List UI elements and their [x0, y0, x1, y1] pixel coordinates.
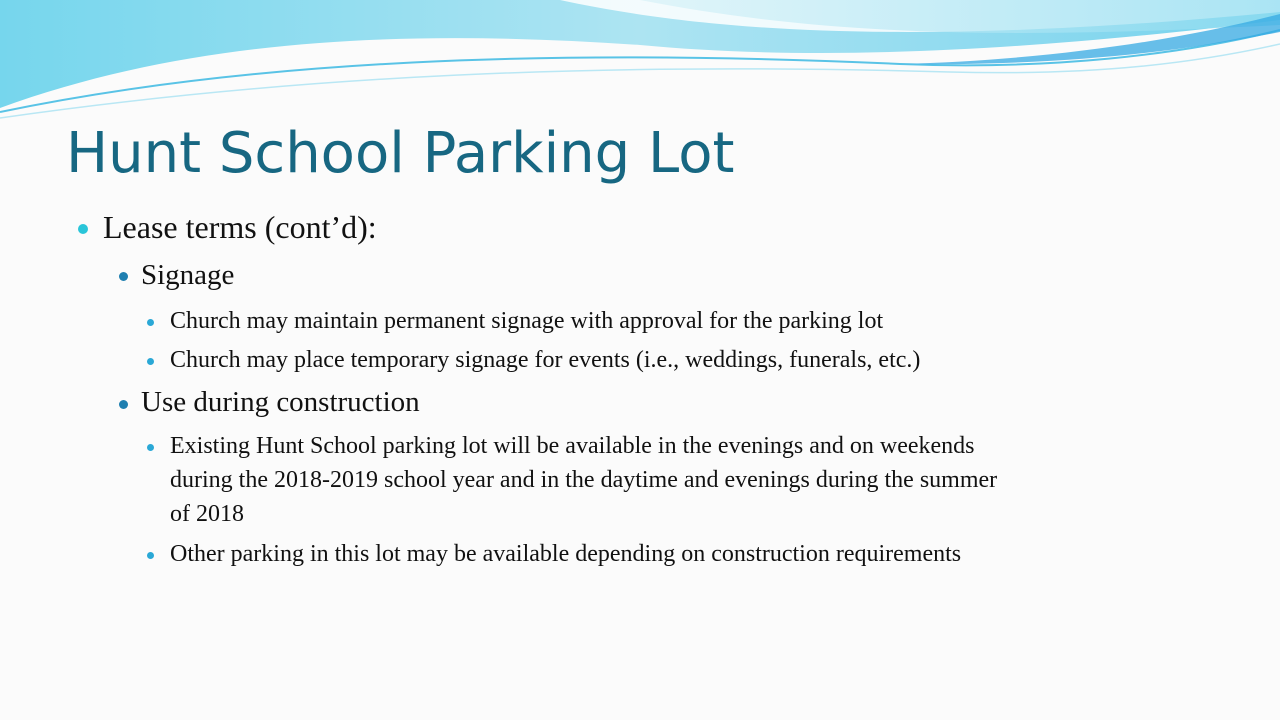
bullet-text: Lease terms (cont’d):: [103, 209, 377, 245]
bullet-text: Church may place temporary signage for events (i.e., weddings, funerals, etc.): [170, 347, 921, 373]
bullet-text: Church may maintain permanent signage with approval for the parking lot: [170, 308, 884, 334]
bullet-text: Signage: [141, 259, 235, 291]
bullet-dot-icon: [119, 272, 128, 281]
bullet-dot-icon: [78, 224, 88, 234]
bullet-text-line: during the 2018-2019 school year and in the daytime and evenings during the summer: [170, 467, 998, 493]
bullet-text-line: Existing Hunt School parking lot will be available in the evenings and on weekends: [170, 433, 975, 459]
bullet-text: Other parking in this lot may be available depending on construction requirements: [170, 541, 962, 567]
slide-title: Hunt School Parking Lot: [66, 121, 735, 186]
bullet-dot-icon: [147, 358, 154, 365]
bullet-text: Use during construction: [141, 386, 420, 418]
bullet-dot-icon: [119, 400, 128, 409]
header-wave-decoration: [0, 0, 1280, 130]
bullet-dot-icon: [147, 552, 154, 559]
bullet-dot-icon: [147, 444, 154, 451]
bullet-dot-icon: [147, 319, 154, 326]
bullet-text-line: of 2018: [170, 501, 244, 527]
